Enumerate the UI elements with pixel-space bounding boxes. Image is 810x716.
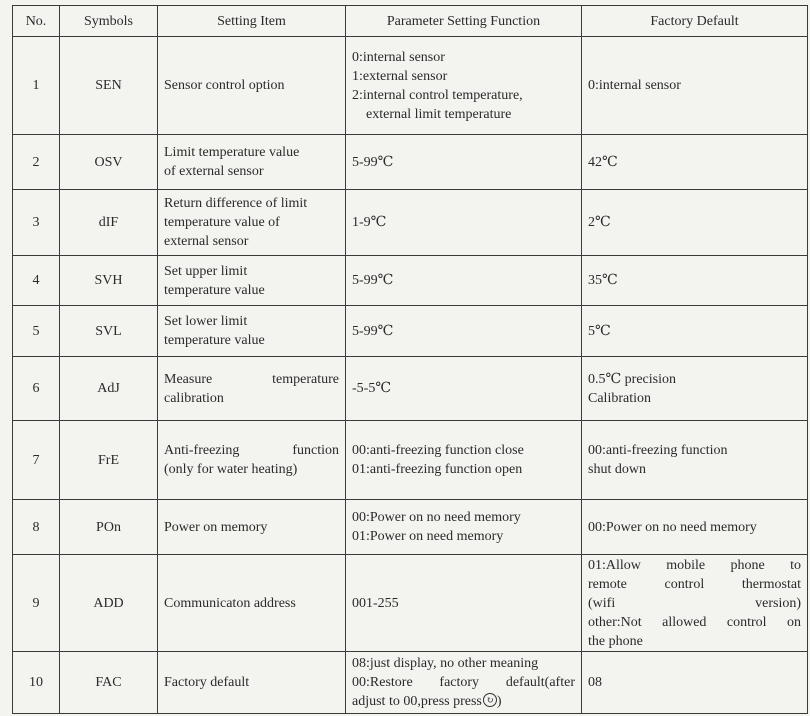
row-setting-item [158,135,346,190]
text-line: Set lower limit [164,314,248,329]
row-factory-default [582,306,808,357]
table-row [13,135,808,190]
header-factory-default: Factory Default [582,6,808,37]
text-line: Factory default [164,675,250,690]
text-line: 5-99℃ [352,154,394,170]
table-row [13,357,808,421]
settings-table [12,5,808,714]
text-line: 35℃ [588,273,618,288]
text-line: 00:anti-freezing function [588,443,728,458]
text-line: Anti-freezing function [164,443,339,458]
text-line: temperature value [164,333,265,348]
text-line: 08:just display, no other meaning [352,656,539,671]
row-factory-default [582,357,808,421]
header-symbols: Symbols [60,6,158,37]
row-parameter-function [346,421,582,500]
row-number: 6 [13,357,60,421]
text-line: temperature value of [164,215,280,230]
row-setting-item [158,555,346,652]
text-line: (only for water heating) [164,462,298,477]
row-symbol: FAC [60,652,158,714]
row-symbol: SEN [60,37,158,135]
row-setting-item [158,357,346,421]
text-line: 01:anti-freezing function open [352,462,523,477]
row-number: 7 [13,421,60,500]
row-parameter-function [346,190,582,256]
text-line: 5-99℃ [352,273,394,288]
table-row [13,421,808,500]
table-row [13,555,808,652]
row-number: 9 [13,555,60,652]
text-line: 1-9℃ [352,215,387,230]
text-line: remote control thermostat [588,576,801,592]
row-number: 2 [13,135,60,190]
row-factory-default [582,135,808,190]
text-line: of external sensor [164,164,264,179]
row-setting-item [158,306,346,357]
row-parameter-function [346,135,582,190]
row-symbol: ADD [60,555,158,652]
row-setting-item [158,500,346,555]
row-setting-item [158,256,346,306]
text-line: 0:internal sensor [588,78,681,93]
text-line: 5℃ [588,323,611,339]
text-line: Measure temperature [164,371,339,387]
row-factory-default [582,652,808,714]
text-line: shut down [588,462,646,477]
text-line: other:Not allowed control on [588,614,801,630]
table-row [13,306,808,357]
text-line: calibration [164,390,224,406]
text-line: external sensor [164,234,249,249]
text-line: 00:Restore factory default(after [352,675,575,690]
row-factory-default [582,190,808,256]
text-line: 01:Allow mobile phone to [588,557,801,573]
text-line: Power on memory [164,519,268,535]
row-factory-default [582,555,808,652]
text-line: 2:internal control temperature, [352,87,523,103]
row-number: 1 [13,37,60,135]
text-line: 01:Power on need memory [352,529,504,544]
text-fragment: ) [496,694,502,709]
text-line: Return difference of limit [164,196,308,211]
row-parameter-function [346,306,582,357]
row-number: 3 [13,190,60,256]
text-line: 5-99℃ [352,323,394,339]
row-factory-default [582,500,808,555]
text-line: Limit temperature value [164,145,300,160]
text-line: 00:Power on no need memory [588,519,757,535]
text-fragment: adjust to 00,press press [352,694,482,709]
row-parameter-function [346,256,582,306]
text-line: Communicaton address [164,595,296,611]
row-symbol: AdJ [60,357,158,421]
text-line: 0:internal sensor [352,49,445,65]
text-line: (wifi version) [588,595,801,611]
row-number: 4 [13,256,60,306]
text-line: temperature value [164,282,265,298]
row-parameter-function [346,37,582,135]
row-setting-item [158,37,346,135]
table-row [13,37,808,135]
text-line: -5-5℃ [352,381,391,396]
row-factory-default [582,421,808,500]
row-parameter-function [346,555,582,652]
row-symbol: OSV [60,135,158,190]
table-row [13,500,808,555]
row-factory-default [582,256,808,306]
row-setting-item [158,421,346,500]
row-number: 10 [13,652,60,714]
text-line: the phone [588,633,643,649]
row-number: 5 [13,306,60,357]
row-setting-item [158,652,346,714]
text-line: Calibration [588,390,651,406]
table-row [13,652,808,714]
table-row [13,190,808,256]
header-no: No. [13,6,60,37]
text-line: 2℃ [588,215,611,230]
header-parameter-function: Parameter Setting Function [346,6,582,37]
text-line: Sensor control option [164,78,285,93]
row-number: 8 [13,500,60,555]
text-line: 001-255 [352,595,399,611]
text-line: 0.5℃ precision [588,371,676,387]
row-parameter-function [346,357,582,421]
row-factory-default [582,37,808,135]
header-setting-item: Setting Item [158,6,346,37]
row-setting-item [158,190,346,256]
text-line: 1:external sensor [352,68,448,84]
power-cycle-icon: ↻ [483,693,497,707]
text-line: external limit temperature [366,106,512,122]
text-line: 08 [588,675,602,690]
table-row [13,256,808,306]
text-line: Set upper limit [164,263,248,279]
table-header-row [13,6,808,37]
row-parameter-function [346,500,582,555]
text-line: 00:Power on no need memory [352,510,521,525]
row-symbol: dIF [60,190,158,256]
row-symbol: SVL [60,306,158,357]
row-symbol: FrE [60,421,158,500]
text-line: 42℃ [588,154,618,170]
row-symbol: SVH [60,256,158,306]
text-line: 00:anti-freezing function close [352,443,524,458]
row-symbol: POn [60,500,158,555]
text-line-with-icon [352,692,575,711]
row-parameter-function [346,652,582,714]
